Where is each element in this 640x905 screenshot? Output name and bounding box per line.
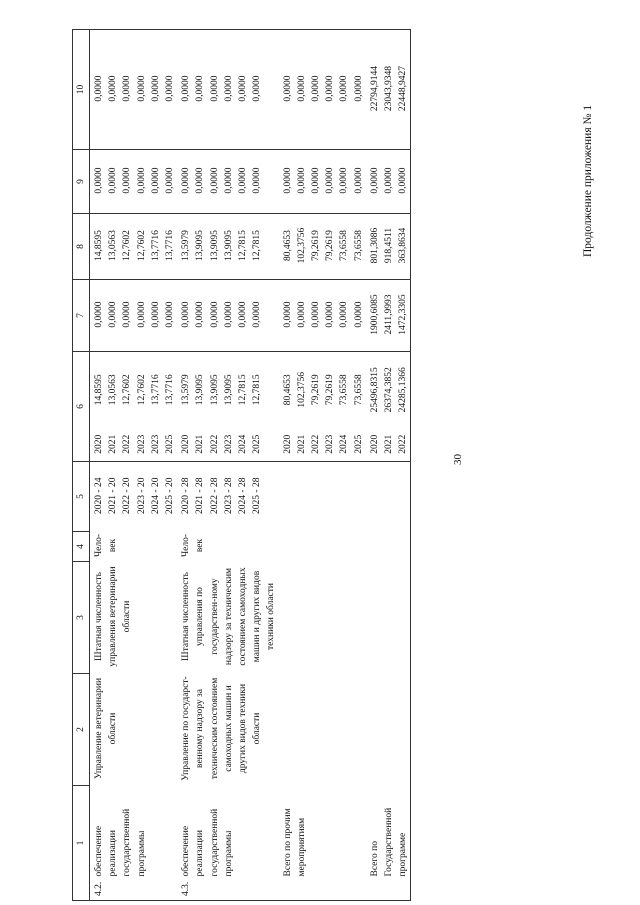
row-number: 4.3.: [177, 881, 278, 901]
row-loc-value: 0,0000: [369, 167, 380, 194]
row-loc: [177, 150, 278, 214]
table-row: [90, 30, 178, 901]
header-col-6: 6: [73, 352, 90, 462]
row-target: [366, 462, 411, 532]
row-total-value: 14,8595: [94, 374, 104, 406]
row-loc-value: 0,0000: [311, 167, 322, 194]
row-year-value: 2021: [195, 434, 206, 454]
row-reg-value: 13,7716: [150, 230, 161, 261]
row-loc-value: 0,0000: [252, 167, 263, 194]
row-other-value: 0,0000: [252, 75, 263, 102]
row-other: [90, 30, 178, 150]
row-target-value: 2020 - 28: [181, 477, 192, 514]
row-other-value: 0,0000: [353, 75, 364, 102]
row-reg-value: 80,4653: [282, 230, 293, 261]
row-fed-value: 0,0000: [136, 301, 147, 328]
row-loc-value: 0,0000: [181, 167, 192, 194]
row-indicator: Штатная численность управления по государствен-ному надзору за техническим состоянием самоходных машин и других видов техники области: [181, 567, 277, 666]
row-fed-value: 0,0000: [209, 301, 220, 328]
row-year-value: 2023: [136, 434, 147, 454]
row-reg-value: 102,3756: [296, 227, 307, 264]
row-reg-value: 12,7815: [238, 230, 249, 261]
row-year-value: 2023: [325, 434, 336, 454]
row-year-value: 2022: [122, 434, 133, 454]
row-year: [279, 430, 366, 462]
row-fed-value: 0,0000: [252, 301, 263, 328]
row-executor: [366, 674, 411, 786]
row-unit: [279, 532, 366, 562]
row-target-value: 2022 - 28: [209, 477, 220, 514]
row-other-value: 22794,9144: [369, 65, 380, 112]
row-fed-value: 0,0000: [150, 301, 161, 328]
row-loc-value: 0,0000: [238, 167, 249, 194]
row-target-value: 2024 - 28: [238, 477, 249, 514]
row-other: [279, 30, 366, 150]
row-year: [177, 430, 278, 462]
row-reg: [366, 214, 411, 280]
header-col-5: 5: [73, 462, 90, 532]
row-year-value: 2024: [339, 434, 350, 454]
row-total-value: 79,2619: [311, 374, 322, 406]
row-year: [366, 430, 411, 462]
row-total-value: 13,7716: [165, 374, 176, 406]
row-other-value: 23043,9348: [384, 65, 395, 112]
row-other-value: 0,0000: [282, 75, 293, 102]
row-fed-value: 0,0000: [339, 301, 350, 328]
row-target-value: 2025 - 28: [252, 477, 263, 514]
row-total-value: 13,9095: [223, 374, 234, 406]
row-reg-value: 13,5979: [181, 230, 192, 261]
row-reg-value: 13,9095: [195, 230, 206, 261]
row-other-value: 0,0000: [223, 75, 234, 102]
row-target: [279, 462, 366, 532]
row-year: [90, 430, 178, 462]
row-executor: Управление ветеринарии области: [94, 677, 119, 780]
row-total-value: 13,9095: [209, 374, 220, 406]
row-fed-value: 2411,9993: [384, 294, 395, 335]
row-fed: [177, 280, 278, 352]
row-total-value: 13,0563: [108, 374, 119, 406]
row-loc-value: 0,0000: [122, 167, 133, 194]
row-loc-value: 0,0000: [384, 167, 395, 194]
row-loc-value: 0,0000: [108, 167, 119, 194]
row-loc-value: 0,0000: [398, 167, 409, 194]
row-year-value: 2025: [165, 434, 176, 454]
row-loc: [279, 150, 366, 214]
row-total: [177, 352, 278, 430]
header-col-1: 1: [73, 786, 90, 901]
row-loc-value: 0,0000: [325, 167, 336, 194]
row-other-value: 0,0000: [165, 75, 176, 102]
row-total: [279, 352, 366, 430]
row-other-value: 0,0000: [296, 75, 307, 102]
row-year-value: 2025: [353, 434, 364, 454]
row-target-value: 2021 - 20: [108, 477, 119, 514]
row-other-value: 0,0000: [195, 75, 206, 102]
row-total-value: 12,7602: [122, 374, 133, 406]
row-total-value: 26374,3852: [384, 367, 395, 413]
row-name: обеспечение реализации государственной программы: [181, 808, 234, 877]
row-target-value: 2022 - 20: [122, 477, 133, 514]
row-reg: [90, 214, 178, 280]
row-year-value: 2020: [181, 434, 192, 454]
program-table: [72, 29, 411, 901]
row-reg-value: 801,3086: [369, 227, 380, 264]
row-year-value: 2023: [150, 434, 161, 454]
row-total-value: 13,9095: [195, 374, 206, 406]
header-col-9: 9: [73, 150, 90, 214]
row-loc-value: 0,0000: [353, 167, 364, 194]
row-target: [90, 462, 178, 532]
header-row: [73, 30, 90, 901]
header-col-3: 3: [73, 562, 90, 674]
row-year-value: 2024: [238, 434, 249, 454]
row-loc-value: 0,0000: [94, 167, 104, 194]
header-col-2: 2: [73, 674, 90, 786]
row-fed-value: 0,0000: [122, 301, 133, 328]
row-total-value: 25496,8315: [369, 367, 380, 413]
row-fed-value: 1472,3305: [398, 294, 409, 335]
row-name: Всего по прочим мероприятиям: [282, 808, 307, 877]
row-other-value: 0,0000: [325, 75, 336, 102]
row-indicator: [279, 562, 366, 674]
row-reg-value: 13,9095: [223, 230, 234, 261]
row-other-value: 0,0000: [339, 75, 350, 102]
row-year-value: 2021: [384, 434, 395, 454]
header-col-7: 7: [73, 280, 90, 352]
row-reg-value: 12,7815: [252, 230, 263, 261]
row-other-value: 0,0000: [136, 75, 147, 102]
row-loc-value: 0,0000: [223, 167, 234, 194]
header-col-8: 8: [73, 214, 90, 280]
row-fed: [279, 280, 366, 352]
row-indicator: Штатная численность управления ветеринарии области: [94, 566, 133, 667]
row-total-value: 73,6558: [353, 374, 364, 406]
row-total-value: 79,2619: [325, 374, 336, 406]
row-reg-value: 918,4511: [384, 227, 395, 264]
row-reg-value: 13,7716: [165, 230, 176, 261]
row-fed-value: 0,0000: [165, 301, 176, 328]
row-target: [177, 462, 278, 532]
row-unit: [366, 532, 411, 562]
row-fed-value: 0,0000: [353, 301, 364, 328]
row-loc-value: 0,0000: [150, 167, 161, 194]
row-fed-value: 1900,6085: [369, 294, 380, 335]
row-other: [177, 30, 278, 150]
row-target-value: 2023 - 20: [136, 477, 147, 514]
row-unit: Чело-век: [94, 533, 119, 558]
table-row: [177, 30, 278, 901]
row-reg-value: 79,2619: [311, 230, 322, 261]
row-reg-value: 79,2619: [325, 230, 336, 261]
row-fed-value: 0,0000: [296, 301, 307, 328]
table-row: [366, 30, 411, 901]
row-executor: [279, 674, 366, 786]
row-loc-value: 0,0000: [209, 167, 220, 194]
row-reg-value: 13,9095: [209, 230, 220, 261]
table-body: [90, 30, 411, 901]
row-indicator: [366, 562, 411, 674]
row-other-value: 0,0000: [150, 75, 161, 102]
row-year-value: 2020: [94, 434, 104, 454]
row-reg-value: 12,7602: [122, 230, 133, 261]
row-target-value: 2023 - 28: [223, 477, 234, 514]
row-year-value: 2022: [398, 434, 409, 454]
row-reg-value: 73,6558: [339, 230, 350, 261]
row-total: [90, 352, 178, 430]
row-target-value: 2025 - 20: [165, 477, 176, 514]
row-reg-value: 13,0563: [108, 230, 119, 261]
row-reg-value: 73,6558: [353, 230, 364, 261]
row-total-value: 12,7602: [136, 374, 147, 406]
row-name: обеспечение реализации государственной программы: [94, 808, 147, 877]
row-loc-value: 0,0000: [165, 167, 176, 194]
row-fed: [366, 280, 411, 352]
row-fed-value: 0,0000: [282, 301, 293, 328]
row-fed-value: 0,0000: [325, 301, 336, 328]
row-other-value: 0,0000: [122, 75, 133, 102]
row-unit: Чело-век: [181, 533, 206, 558]
row-fed-value: 0,0000: [108, 301, 119, 328]
row-year-value: 2021: [108, 434, 119, 454]
row-year-value: 2025: [252, 434, 263, 454]
table-row: [279, 30, 366, 901]
row-fed-value: 0,0000: [223, 301, 234, 328]
row-fed: [90, 280, 178, 352]
row-other-value: 0,0000: [238, 75, 249, 102]
header-col-4: 4: [73, 532, 90, 562]
row-total-value: 13,5979: [181, 374, 192, 406]
row-other: [366, 30, 411, 150]
row-year-value: 2022: [209, 434, 220, 454]
row-target-value: 2021 - 28: [195, 477, 206, 514]
row-other-value: 0,0000: [209, 75, 220, 102]
row-total-value: 102,3756: [296, 371, 307, 408]
row-fed-value: 0,0000: [311, 301, 322, 328]
row-loc: [366, 150, 411, 214]
row-total-value: 73,6558: [339, 374, 350, 406]
row-number: [279, 881, 366, 901]
row-total-value: 13,7716: [150, 374, 161, 406]
row-loc-value: 0,0000: [195, 167, 206, 194]
row-fed-value: 0,0000: [94, 301, 104, 328]
row-loc-value: 0,0000: [296, 167, 307, 194]
row-total-value: 12,7815: [252, 374, 263, 406]
row-total-value: 24285,1366: [398, 367, 409, 413]
row-total-value: 12,7815: [238, 374, 249, 406]
row-reg: [177, 214, 278, 280]
row-other-value: 0,0000: [108, 75, 119, 102]
row-fed-value: 0,0000: [238, 301, 249, 328]
row-other-value: 22448,9427: [398, 65, 409, 112]
row-loc-value: 0,0000: [339, 167, 350, 194]
row-other-value: 0,0000: [311, 75, 322, 102]
row-reg: [279, 214, 366, 280]
row-other-value: 0,0000: [181, 75, 192, 102]
header-col-10: 10: [73, 30, 90, 150]
row-number: 4.2.: [90, 881, 178, 901]
row-year-value: 2021: [296, 434, 307, 454]
appendix-title: Продолжение приложения № 1: [582, 104, 594, 257]
row-loc-value: 0,0000: [282, 167, 293, 194]
row-fed-value: 0,0000: [181, 301, 192, 328]
row-number: [366, 881, 411, 901]
row-loc: [90, 150, 178, 214]
row-reg-value: 12,7602: [136, 230, 147, 261]
row-other-value: 0,0000: [94, 75, 104, 102]
row-fed-value: 0,0000: [195, 301, 206, 328]
row-year-value: 2020: [282, 434, 293, 454]
row-total: [366, 352, 411, 430]
row-total-value: 80,4653: [282, 374, 293, 406]
row-target-value: 2020 - 24: [94, 477, 104, 514]
row-year-value: 2020: [369, 434, 380, 454]
row-reg-value: 14,8595: [94, 230, 104, 261]
row-year-value: 2022: [311, 434, 322, 454]
row-year-value: 2023: [223, 434, 234, 454]
row-executor: Управление по государст-венному надзору за техническим состоянием самоходных машин и других видов техники области: [181, 676, 263, 781]
row-target-value: 2024 - 20: [150, 477, 161, 514]
page-number: 30: [452, 454, 464, 465]
row-name: Всего по Государственной программе: [366, 786, 411, 881]
row-reg-value: 363,8634: [398, 227, 409, 264]
row-loc-value: 0,0000: [136, 167, 147, 194]
